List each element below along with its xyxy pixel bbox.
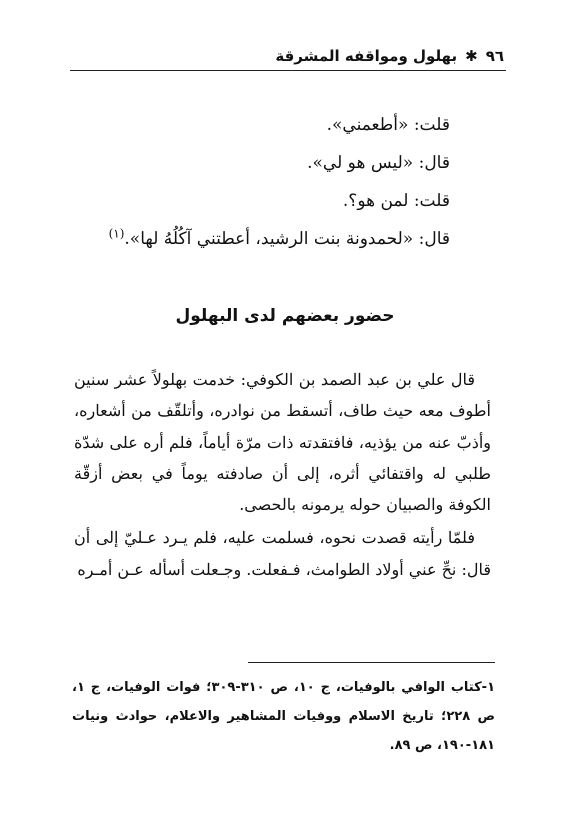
page-number: ٩٦ [485,47,504,65]
dialogue-line: قال: «لحمدونة بنت الرشيد، أعطتني آكُلُهُ لها».$^{(١)}$ [108,226,450,249]
dialogue-line: قلت: «أطعمني». [326,115,450,135]
footnote-reference[interactable]: (١) [108,226,125,241]
footnote-rule [248,662,495,663]
dialogue-line: قال: «ليس هو لي». [307,153,450,173]
running-header [85,44,504,68]
paragraph: فلمّا رأيته قصدت نحوه، فسلمت عليه، فلم يـرد عـليّ إلى أن قال: نحِّ عني أولاد الطوامث، فـفعلت. وجـعلت أسأله عـن أمـره [74,528,491,579]
paragraph: قال علي بن عبد الصمد بن الكوفي: خدمت بهلولاً عشر سنين أطوف معه حيث طاف، أتسقط من نوادره، وأتلقّف من أشعاره، وأذبّ عنه من يؤذيه، فافتقدته ذات مرّة أياماً، فلم أره على شدّة طلبي له واقتفائي أثره، إلى أن صادفته يوماً في بعض أزقّة الكوفة والصبيان حوله يرمونه بالحصى. [74,370,491,515]
body-text [74,364,491,585]
dialogue-line: قلت: لمن هو؟. [342,191,450,211]
header-rule [70,70,506,71]
dialogue-lines [108,106,450,258]
star-ornament-icon: ✱ [465,47,478,65]
running-title: بهلول ومواقفه المشرقة [275,47,458,65]
section-heading: حضور بعضهم لدى البهلول [175,306,395,326]
footnote: ١-كتاب الوافي بالوفيات، ج ١٠، ص ٣١٠-٣٠٩؛ فوات الوفيات، ج ١، ص ٢٢٨؛ تاريخ الاسلام ووفيات المشاهير والاعلام، حوادث ونيات ١٨١-١٩٠، ص ٨٩. [72,680,495,753]
